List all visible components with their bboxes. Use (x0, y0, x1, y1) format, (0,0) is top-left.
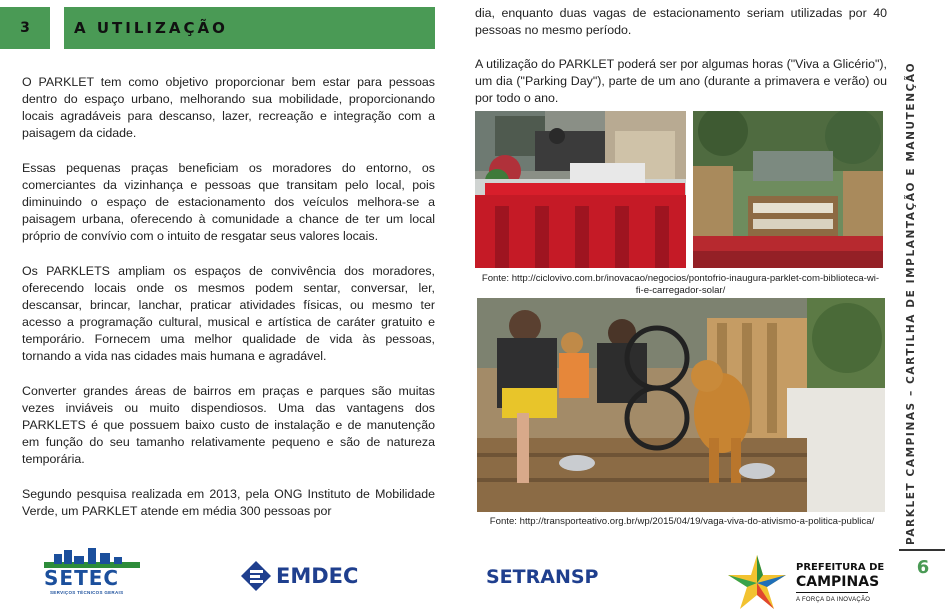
paragraph: Segundo pesquisa realizada em 2013, pela ONG Instituto de Mobilidade Verde, um PARKLET atende em média 300 pessoas por (22, 487, 435, 518)
emdec-logo-icon (240, 560, 272, 592)
parklet-photo-wooden-shelf (693, 111, 883, 268)
parklet-photo-people-dog (477, 298, 885, 512)
setec-tagline: SERVIÇOS TÉCNICOS GERAIS (50, 590, 124, 595)
prefeitura-line-1: PREFEITURA DE (796, 562, 885, 573)
paragraph: A utilização do PARKLET poderá ser por algumas horas ("Viva a Glicério"), um dia ("Parking Day"), parte de um ano (durante a primavera e verão) ou por todo o ano. (475, 57, 887, 105)
paragraph: Converter grandes áreas de bairros em praças e parques são muitas vezes inviáveis ou muito dispendiosos. Uma das vantagens dos PARKLETS é que possuem baixo custo de instalação e de manutenção em função do seu tamanho relativamente pequeno e são de natureza temporária. (22, 384, 435, 466)
side-document-title: PARKLET CAMPINAS – CARTILHA DE IMPLANTAÇÃO E MANUTENÇÃO (905, 61, 917, 545)
prefeitura-line-2: CAMPINAS (796, 574, 880, 590)
prefeitura-tagline: A FORÇA DA INOVAÇÃO (796, 597, 871, 603)
right-text-column (475, 5, 887, 107)
side-divider (899, 549, 945, 551)
setec-wordmark: SETEC (44, 566, 120, 590)
paragraph: Essas pequenas praças beneficiam os moradores do entorno, os comerciantes da vizinhança e pessoas que transitam pelo local, pois diminuindo o espaço de estacionamento dos veículos melhora-se a paisagem urbana, oferecendo à comunidade a chance de ter um local próprio de convívio com o intuito de resgatar seus valores locais. (22, 161, 435, 243)
prefeitura-star-icon (722, 553, 792, 611)
parklet-photo-red-library (475, 111, 686, 268)
left-text-column (22, 74, 435, 538)
emdec-wordmark: EMDEC (276, 564, 359, 588)
photo-caption: Fonte: http://ciclovivo.com.br/inovacao/negocios/pontofrio-inaugura-parklet-com-biblioteca-wi-fi-e-carregador-solar/ (481, 273, 880, 296)
prefeitura-divider (796, 592, 868, 593)
section-number: 3 (0, 7, 50, 49)
section-title: A UTILIZAÇÃO (64, 7, 435, 49)
paragraph: Os PARKLETS ampliam os espaços de convivência dos moradores, oferecendo locais onde os mesmos podem sentar, conversar, ler, descansar, brincar, lanchar, praticar atividades físicas, ou mesmo ter acesso a programação cultural, musical e artística de caráter gratuito e temporário. Fornecem uma melhor qualidade de vida às pessoas, tornando a vida nas cidades mais humana e agradável. (22, 264, 435, 363)
paragraph: O PARKLET tem como objetivo proporcionar bem estar para pessoas dentro do espaço urbano, melhorando sua mobilidade, proporcionando locais agradáveis para descanso, lazer, recreação e integração com a paisagem da cidade. (22, 75, 435, 140)
page-number: 6 (916, 557, 930, 578)
photo-caption: Fonte: http://transporteativo.org.br/wp/2015/04/19/vaga-viva-do-ativismo-a-politica-publica/ (489, 516, 875, 527)
setransp-wordmark: SETRANSP (486, 566, 599, 588)
paragraph: dia, enquanto duas vagas de estacionamento seriam utilizadas por 40 pessoas no mesmo período. (475, 6, 887, 37)
